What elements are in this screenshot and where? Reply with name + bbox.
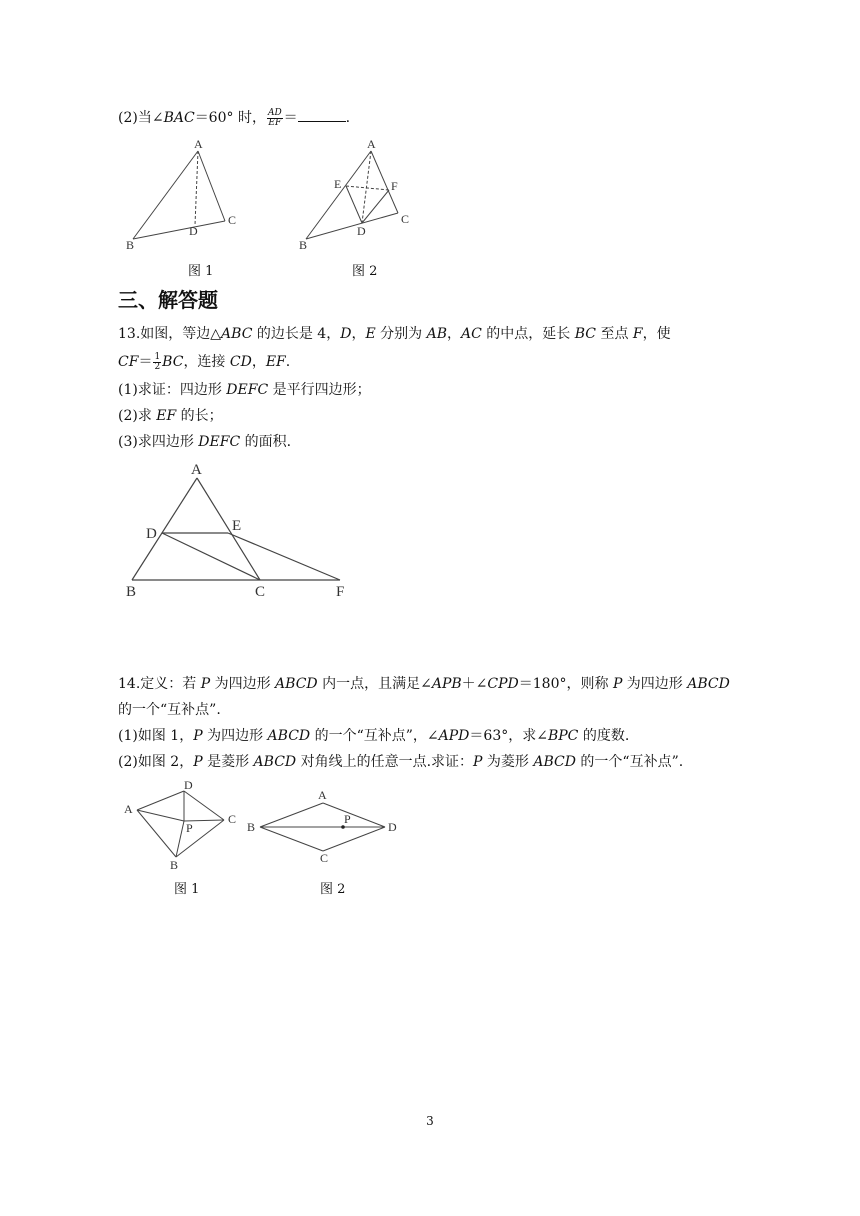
q12-fig2-caption: 图 2 — [352, 264, 378, 279]
label-d: D — [184, 778, 193, 792]
label-e: E — [334, 177, 342, 191]
seg-dc — [323, 827, 385, 851]
page-number: 3 — [426, 1114, 434, 1128]
q14-part-1: (1)如图 1，P 为四边形 ABCD 的一个“互补点”，∠APD＝63°，求∠BPC 的度数. — [118, 728, 630, 744]
q12-figure-1 — [133, 151, 225, 239]
seg-ab — [132, 478, 197, 580]
seg-dc — [184, 791, 224, 820]
seg-ba — [137, 810, 176, 857]
q13-part-2: (2)求 EF 的长； — [118, 408, 223, 424]
q14-figure-1 — [137, 791, 224, 857]
seg-ef-dashed — [346, 186, 389, 190]
seg-df — [362, 190, 389, 223]
seg-bc — [306, 213, 398, 239]
q13-part-1: (1)求证：四边形 DEFC 是平行四边形； — [118, 382, 371, 398]
q13-line-2: CF＝ $\frac{1}{2}$ BC，连接 CD，EF. — [118, 351, 291, 372]
label-c: C — [320, 851, 329, 865]
q13-line-1: 13.如图，等边△ABC 的边长是 4，D，E 分别为 AB，AC 的中点，延长 BC 至点 F，使 — [118, 326, 671, 342]
label-a: A — [191, 462, 202, 478]
q12-part2: (2)当∠BAC＝60° 时， $\frac{AD}{EF}$ ＝ . — [118, 107, 351, 128]
seg-bc — [133, 221, 225, 239]
label-c: C — [401, 212, 410, 226]
section-heading: 三、解答题 — [118, 288, 218, 312]
label-b: B — [126, 238, 135, 252]
label-d: D — [146, 526, 157, 542]
label-d: D — [388, 820, 397, 834]
seg-ba — [260, 803, 323, 827]
label-c: C — [228, 812, 237, 826]
seg-ap — [137, 810, 184, 821]
label-a: A — [318, 788, 327, 802]
q14-part-2: (2)如图 2，P 是菱形 ABCD 对角线上的任意一点.求证：P 为菱形 ABCD 的一个“互补点”. — [118, 754, 684, 770]
label-f: F — [336, 584, 345, 600]
label-b: B — [299, 238, 308, 252]
q14-fig2-caption: 图 2 — [320, 882, 346, 897]
q14-line-1: 14.定义：若 P 为四边形 ABCD 内一点，且满足∠APB＋∠CPD＝180°，则称 P 为四边形 ABCD — [118, 676, 730, 692]
label-a: A — [367, 137, 376, 151]
label-b: B — [170, 858, 179, 872]
label-e: E — [232, 518, 242, 534]
label-p: P — [186, 821, 193, 835]
q14-line-2: 的一个“互补点”. — [118, 702, 221, 718]
label-d: D — [189, 224, 198, 238]
q13-figure-labels — [126, 462, 344, 600]
label-p: P — [344, 812, 351, 826]
label-a: A — [124, 802, 133, 816]
q12-figure-2 — [306, 151, 398, 239]
seg-ad-dashed — [195, 151, 198, 225]
seg-cb — [260, 827, 323, 851]
label-a: A — [194, 137, 203, 151]
label-b: B — [126, 584, 137, 600]
label-f: F — [391, 179, 398, 193]
seg-ac — [198, 151, 225, 221]
fraction-ad-ef: $\frac{AD}{EF}$ — [267, 107, 282, 128]
q13-part-3: (3)求四边形 DEFC 的面积. — [118, 434, 292, 450]
label-b: B — [247, 820, 256, 834]
q14-fig1-caption: 图 1 — [174, 882, 200, 897]
label-c: C — [255, 584, 266, 600]
seg-ad — [323, 803, 385, 827]
seg-ad — [137, 791, 184, 810]
q14-figure-2 — [260, 803, 385, 851]
fraction-one-half: $\frac{1}{2}$ — [154, 351, 161, 372]
label-c: C — [228, 213, 237, 227]
q12-figure-2-labels — [299, 137, 409, 252]
q12-figure-1-labels — [126, 137, 236, 252]
seg-ed — [346, 186, 362, 223]
label-d: D — [357, 224, 366, 238]
q12-fig1-caption: 图 1 — [188, 264, 214, 279]
